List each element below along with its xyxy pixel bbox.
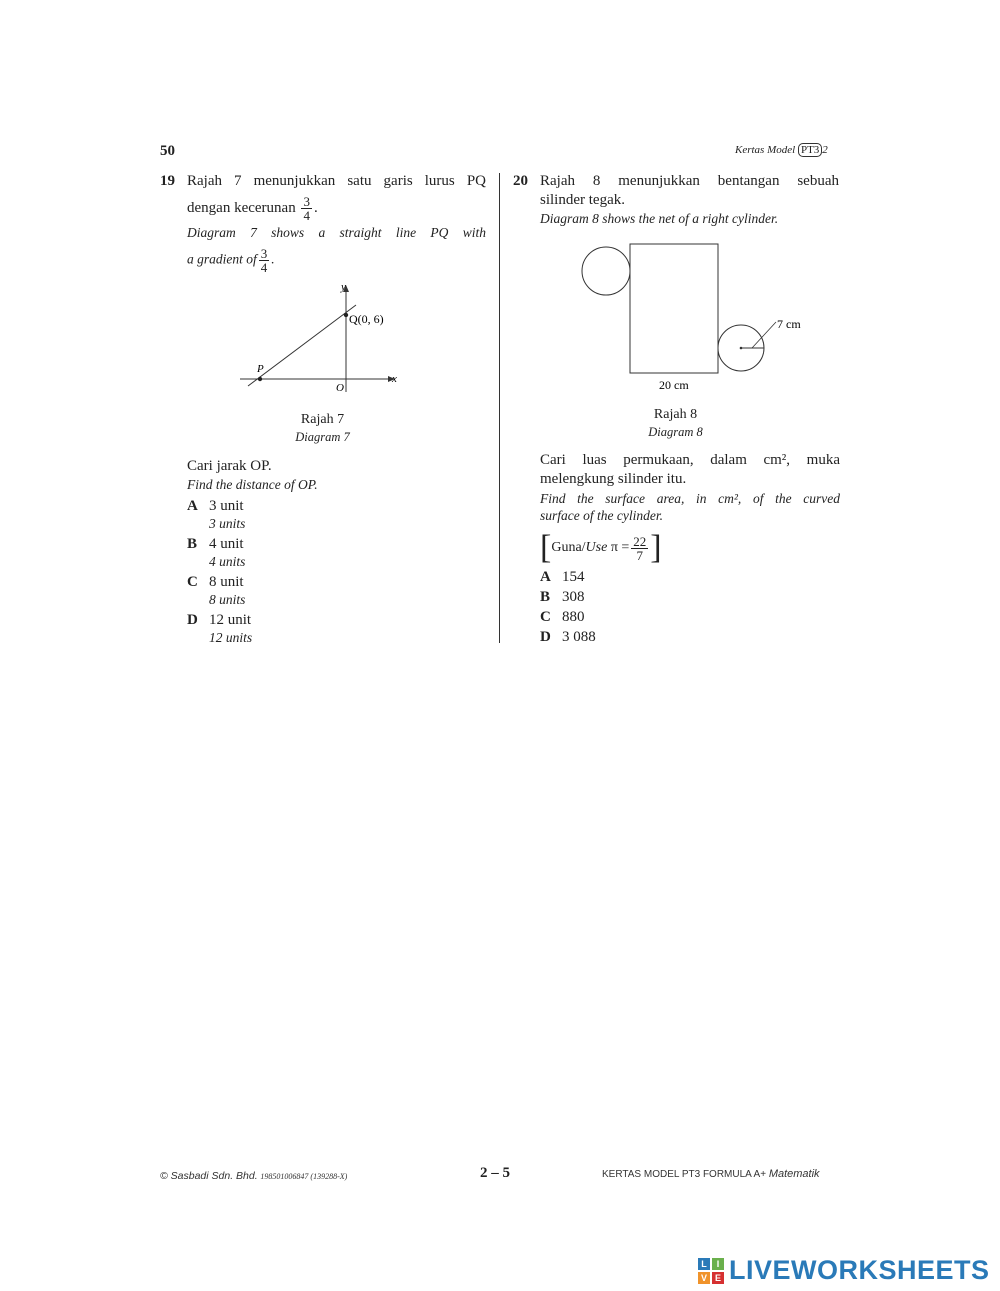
series-prefix: Kertas Model	[735, 144, 796, 156]
q19-tr-fraction	[259, 247, 270, 274]
hint-bracket-close: ]	[650, 529, 662, 566]
top-circle	[582, 247, 630, 295]
point-q	[344, 313, 348, 317]
q19-option-c-letter: C	[187, 574, 198, 590]
series-label	[735, 143, 828, 157]
series-badge: PT3	[798, 143, 822, 157]
q19-option-a-letter: A	[187, 498, 198, 514]
q19-gradient-fraction	[301, 195, 312, 222]
logo-mark-icon	[698, 1258, 724, 1284]
hint-den: 7	[636, 547, 644, 563]
footer-book-subject: Matematik	[768, 1168, 820, 1180]
q20-option-c-letter: C	[540, 609, 551, 625]
footer-page: 2 – 5	[480, 1165, 510, 1181]
q19-option-d[interactable]	[187, 611, 487, 646]
q20-line1: Rajah 8 menunjukkan bentangan sebuah	[540, 173, 839, 189]
q19-option-b[interactable]	[187, 535, 487, 570]
q20-line2: silinder tegak.	[540, 192, 625, 208]
footer-copyright	[160, 1170, 347, 1182]
q19-option-d-text: 12 unit	[209, 612, 252, 628]
q20-options	[540, 568, 840, 646]
diagram-7-caption-tr: Diagram 7	[295, 430, 350, 444]
footer-book	[602, 1168, 820, 1180]
q19-tr-line2-text: a gradient of	[187, 251, 257, 267]
hint-bracket-open: [	[540, 529, 552, 566]
q20-question-line1: Cari luas permukaan, dalam cm², muka	[540, 452, 840, 468]
diagram-8	[570, 238, 820, 398]
logo-tile-e: E	[712, 1272, 724, 1284]
diagram-8-caption-tr: Diagram 8	[648, 425, 703, 439]
logo-tile-v: V	[698, 1272, 710, 1284]
hint-use: Use	[585, 540, 608, 555]
q19-option-d-tr: 12 units	[209, 630, 253, 645]
q19-frac-num: 3	[303, 194, 310, 209]
q19-tr-frac-den: 4	[260, 260, 268, 275]
q20-option-a[interactable]	[540, 568, 840, 586]
q19-number: 19	[160, 173, 175, 189]
q20-option-c[interactable]	[540, 608, 840, 626]
diagram-7-caption: Rajah 7	[300, 412, 345, 427]
q19-option-c-text: 8 unit	[209, 574, 244, 590]
question-20	[513, 172, 843, 227]
q19-option-d-letter: D	[187, 612, 198, 628]
q19-option-a[interactable]	[187, 497, 487, 532]
line-pq	[248, 305, 356, 386]
logo-tile-i: I	[712, 1258, 724, 1270]
hint-pi: π =	[610, 540, 630, 555]
q20-option-b-letter: B	[540, 589, 551, 605]
q19-line2: dengan kecerunan $\frac{3}{4}$ .	[187, 194, 318, 223]
q20-question-line2: melengkung silinder itu.	[540, 471, 687, 487]
q19-tr-line2: a gradient of $\frac{3}{4}$ .	[187, 246, 275, 275]
q20-option-b-text: 308	[562, 589, 585, 605]
question-19	[160, 172, 490, 274]
hint-fraction	[631, 535, 648, 562]
footer-reg: 198501006847 (139288-X)	[260, 1172, 348, 1181]
net-rectangle	[630, 244, 718, 373]
q19-option-a-tr: 3 units	[209, 516, 246, 531]
q19-line1: Rajah 7 menunjukkan satu garis lurus PQ	[187, 173, 486, 189]
q20-option-a-text: 154	[562, 569, 585, 585]
y-label: y	[341, 281, 346, 293]
q20-hint	[540, 531, 840, 565]
hint-prefix: Guna/	[551, 540, 586, 555]
q20-tr-line1: Diagram 8 shows the net of a right cylinder.	[540, 211, 779, 226]
q19-option-b-letter: B	[187, 536, 198, 552]
q20-option-d-text: 3 088	[562, 629, 596, 645]
page-number: 50	[160, 143, 175, 159]
q19-tr-line1: Diagram 7 shows a straight line PQ with	[187, 225, 486, 240]
diagram-8-caption: Rajah 8	[653, 407, 698, 422]
q19-line2-text: dengan kecerunan	[187, 199, 296, 216]
circle-centre	[740, 347, 743, 350]
logo-tile-l: L	[698, 1258, 710, 1270]
q20-question-tr-line2: surface of the cylinder.	[540, 508, 663, 523]
q19-answer-block	[187, 457, 487, 646]
q19-tr-frac-num: 3	[260, 246, 268, 261]
x-label: x	[392, 373, 397, 385]
q20-option-d[interactable]	[540, 628, 840, 646]
radius-label: 7 cm	[777, 317, 801, 331]
liveworksheets-logo[interactable]	[698, 1255, 990, 1286]
q19-frac-den: 4	[303, 208, 310, 223]
o-label: O	[336, 382, 344, 394]
footer-copyright-text: © Sasbadi Sdn. Bhd.	[160, 1170, 258, 1182]
q20-answer-block	[540, 451, 840, 646]
q20-question-tr-line1: Find the surface area, in cm², of the curved	[540, 491, 840, 506]
hint-num: 22	[633, 533, 647, 549]
q20-number: 20	[513, 173, 528, 189]
q19-option-b-tr: 4 units	[209, 554, 246, 569]
q19-question-tr: Find the distance of OP.	[187, 477, 318, 492]
q20-option-c-text: 880	[562, 609, 585, 625]
q19-option-a-text: 3 unit	[209, 498, 244, 514]
hint-text	[551, 540, 629, 556]
q19-options	[187, 497, 487, 646]
point-p	[258, 377, 262, 381]
q19-option-b-text: 4 unit	[209, 536, 244, 552]
column-divider	[499, 173, 500, 643]
series-suffix: 2	[822, 144, 828, 156]
p-label: P	[257, 363, 264, 375]
logo-wordmark: LIVEWORKSHEETS	[729, 1255, 990, 1285]
q20-option-a-letter: A	[540, 569, 551, 585]
q19-option-c[interactable]	[187, 573, 487, 608]
q19-question: Cari jarak OP.	[187, 458, 272, 474]
q20-option-d-letter: D	[540, 629, 551, 645]
footer-book-title: KERTAS MODEL PT3 FORMULA A+	[602, 1169, 767, 1180]
diagram-7	[230, 280, 410, 400]
q20-option-b[interactable]	[540, 588, 840, 606]
q-label: Q(0, 6)	[349, 312, 384, 326]
width-label: 20 cm	[659, 378, 689, 392]
q19-option-c-tr: 8 units	[209, 592, 246, 607]
